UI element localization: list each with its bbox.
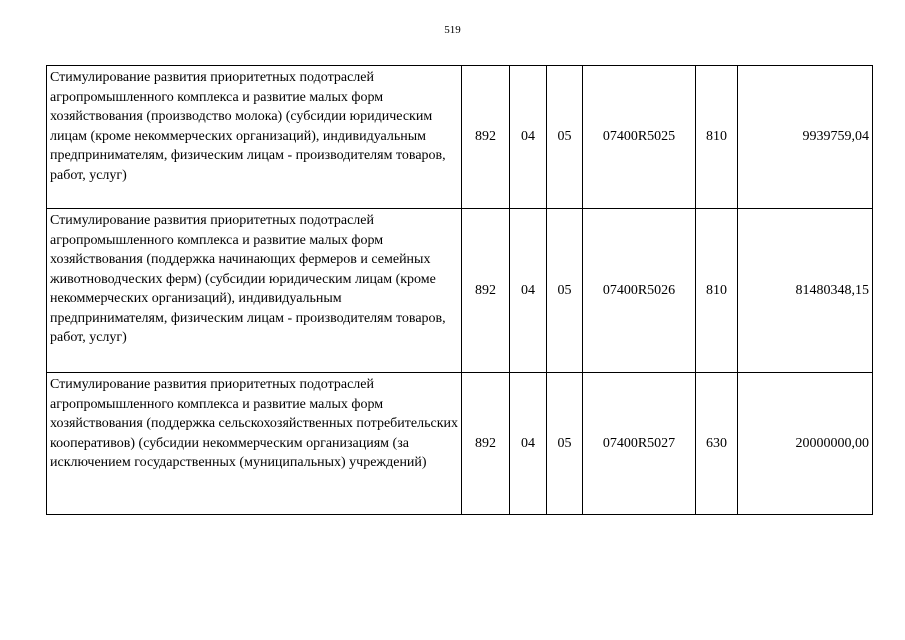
expense-type-code: 630 [696,373,738,515]
subsection-code: 05 [547,209,583,373]
target-article-code: 07400R5025 [583,66,696,209]
ministry-code: 892 [462,209,510,373]
amount: 9939759,04 [738,66,873,209]
ministry-code: 892 [462,373,510,515]
ministry-code: 892 [462,66,510,209]
section-code: 04 [510,373,547,515]
table-row [47,209,873,373]
row-description: Стимулирование развития приоритетных подотраслей агропромышленного комплекса и развитие малых форм хозяйствования (поддержка начинающих фермеров и семейных животноводческих ферм) (субсидии юридическим лицам (кроме некоммерческих организаций), индивидуальным предпринимателям, физическим лицам - производителям товаров, работ, услуг) [47,209,462,373]
row-description: Стимулирование развития приоритетных подотраслей агропромышленного комплекса и развитие малых форм хозяйствования (поддержка сельскохозяйственных потребительских кооперативов) (субсидии некоммерческим организациям (за исключением государственных (муниципальных) учреждений) [47,373,462,515]
expense-type-code: 810 [696,66,738,209]
section-code: 04 [510,209,547,373]
expense-type-code: 810 [696,209,738,373]
page-number: 519 [444,24,461,36]
target-article-code: 07400R5026 [583,209,696,373]
target-article-code: 07400R5027 [583,373,696,515]
amount: 20000000,00 [738,373,873,515]
section-code: 04 [510,66,547,209]
amount: 81480348,15 [738,209,873,373]
table-row [47,66,873,209]
table-row [47,373,873,515]
row-description: Стимулирование развития приоритетных подотраслей агропромышленного комплекса и развитие малых форм хозяйствования (производство молока) (субсидии юридическим лицам (кроме некоммерческих организаций), индивидуальным предпринимателям, физическим лицам - производителям товаров, работ, услуг) [47,66,462,209]
budget-table [46,65,873,515]
subsection-code: 05 [547,373,583,515]
subsection-code: 05 [547,66,583,209]
